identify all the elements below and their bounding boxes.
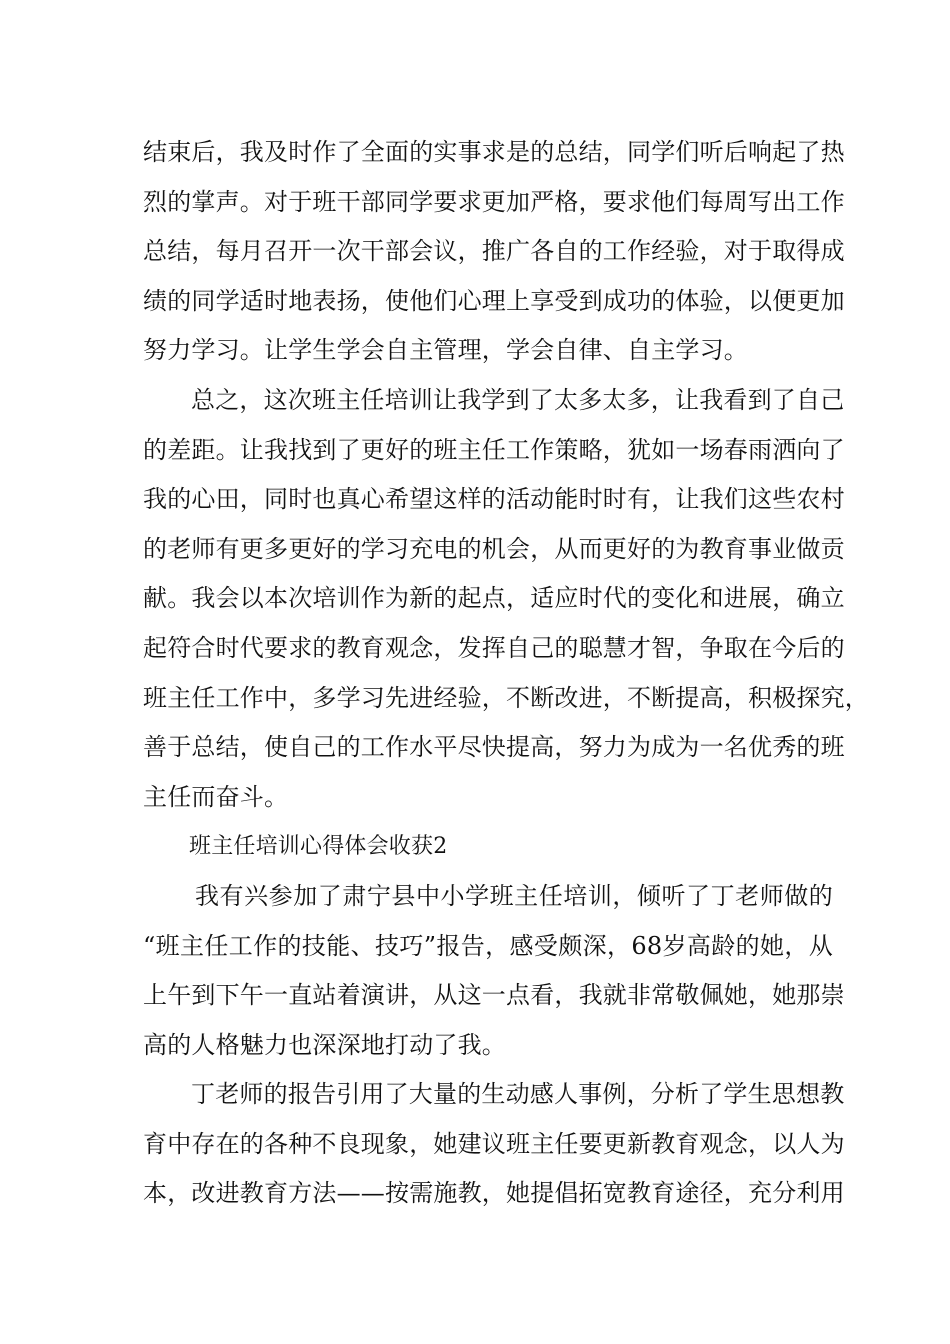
paragraph-line: 班主任工作中，多学习先进经验，不断改进，不断提高，积极探究， xyxy=(143,683,869,712)
section-heading: 班主任培训心得体会收获2 xyxy=(189,834,448,860)
paragraph-line: 总之，这次班主任培训让我学到了太多太多，让我看到了自己 xyxy=(191,385,845,414)
paragraph-line: 我有兴参加了肃宁县中小学班主任培训，倾听了丁老师做的 xyxy=(195,881,833,910)
paragraph-line: 结束后，我及时作了全面的实事求是的总结，同学们听后响起了热 xyxy=(143,138,845,166)
paragraph-line: 上午到下午一直站着演讲，从这一点看，我就非常敬佩她，她那崇 xyxy=(143,981,845,1010)
paragraph-line: 高的人格魅力也深深地打动了我。 xyxy=(143,1030,506,1059)
paragraph-line: 总结，每月召开一次干部会议，推广各自的工作经验，对于取得成 xyxy=(143,237,845,266)
paragraph-line: 本，改进教育方法——按需施教，她提倡拓宽教育途径，充分利用 xyxy=(143,1179,845,1208)
paragraph-line: 的老师有更多更好的学习充电的机会，从而更好的为教育事业做贡 xyxy=(143,534,845,563)
paragraph-line: 烈的掌声。对于班干部同学要求更加严格，要求他们每周写出工作 xyxy=(143,187,845,216)
paragraph-line: 主任而奋斗。 xyxy=(143,782,289,811)
paragraph-line: 我的心田，同时也真心希望这样的活动能时时有，让我们这些农村 xyxy=(143,485,845,514)
paragraph-line: 善于总结，使自己的工作水平尽快提高，努力为成为一名优秀的班 xyxy=(143,733,845,762)
document-body xyxy=(143,128,869,1219)
paragraph-line: 育中存在的各种不良现象，她建议班主任要更新教育观念，以人为 xyxy=(143,1129,845,1158)
paragraph-line: “班主任工作的技能、技巧”报告，感受颇深，68岁高龄的她，从 xyxy=(143,931,833,960)
paragraph-line: 努力学习。让学生学会自主管理，学会自律、自主学习。 xyxy=(143,336,748,365)
paragraph-line: 绩的同学适时地表扬，使他们心理上享受到成功的体验，以便更加 xyxy=(143,286,845,315)
paragraph-line: 献。我会以本次培训作为新的起点，适应时代的变化和进展，确立 xyxy=(143,584,845,613)
paragraph-line: 丁老师的报告引用了大量的生动感人事例，分析了学生思想教 xyxy=(191,1080,845,1109)
paragraph-line: 的差距。让我找到了更好的班主任工作策略，犹如一场春雨洒向了 xyxy=(143,435,845,464)
paragraph-line: 起符合时代要求的教育观念，发挥自己的聪慧才智，争取在今后的 xyxy=(143,633,845,662)
